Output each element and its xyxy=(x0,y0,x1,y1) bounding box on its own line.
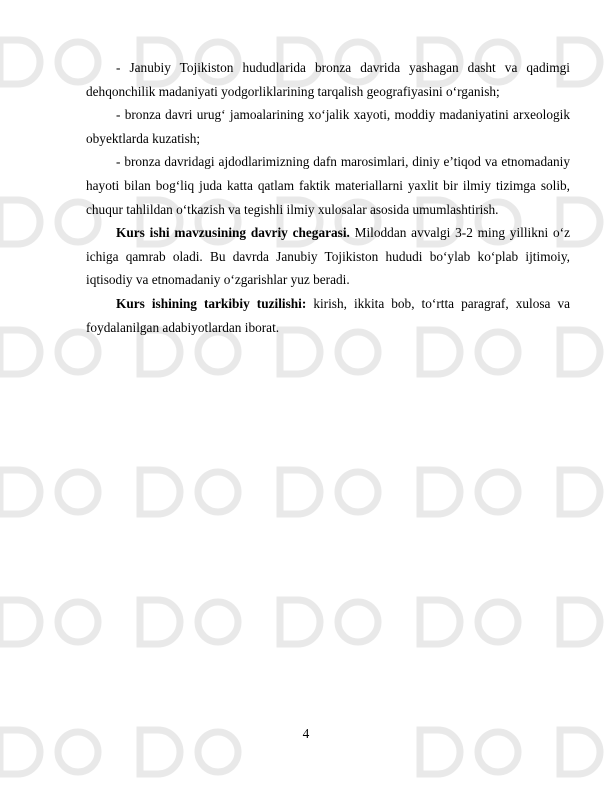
structure-paragraph xyxy=(86,292,570,339)
objective-paragraph-3 xyxy=(86,150,570,221)
chronological-scope-paragraph xyxy=(86,221,570,292)
paragraph-text: - Janubiy Tojikiston hududlarida bronza davrida yashagan dasht va qadimgi dehqonchilik madaniyati yodgorliklarining tarqalish geografiyasini o‘rganish; xyxy=(86,60,570,99)
document-body xyxy=(86,56,570,339)
paragraph-text: Miloddan avvalgi 3-2 ming yillikni o‘z ichiga qamrab oladi. Bu davrda Janubiy Tojikiston hududi bo‘ylab ko‘plab ijtimoiy, iqtisodiy va etnomadaniy o‘zgarishlar yuz beradi. xyxy=(86,225,571,288)
paragraph-text: - bronza davridagi ajdodlarimizning dafn marosimlari, diniy e’tiqod va etnomadaniy hayoti bilan bog‘liq juda katta qatlam faktik materiallarni yaxlit bir ilmiy tizimga solib, chuqur tahlildan o‘tkazish va tegishli ilmiy xulosalar asosida umumlashtirish. xyxy=(86,154,570,217)
page-number: 4 xyxy=(302,726,310,741)
paragraph-text: - bronza davri urug‘ jamoalarining xo‘jalik xayoti, moddiy madaniyatini arxeologik obyektlarda kuzatish; xyxy=(86,107,570,146)
objective-paragraph-2 xyxy=(86,103,570,150)
paragraph-lead-heading: Kurs ishi mavzusining davriy chegarasi. xyxy=(116,225,350,241)
paragraph-lead-heading: Kurs ishining tarkibiy tuzilishi: xyxy=(116,295,307,311)
objective-paragraph-1 xyxy=(86,56,570,103)
paragraph-text: kirish, ikkita bob, to‘rtta paragraf, xulosa va foydalanilgan adabiyotlardan iborat. xyxy=(86,295,570,335)
